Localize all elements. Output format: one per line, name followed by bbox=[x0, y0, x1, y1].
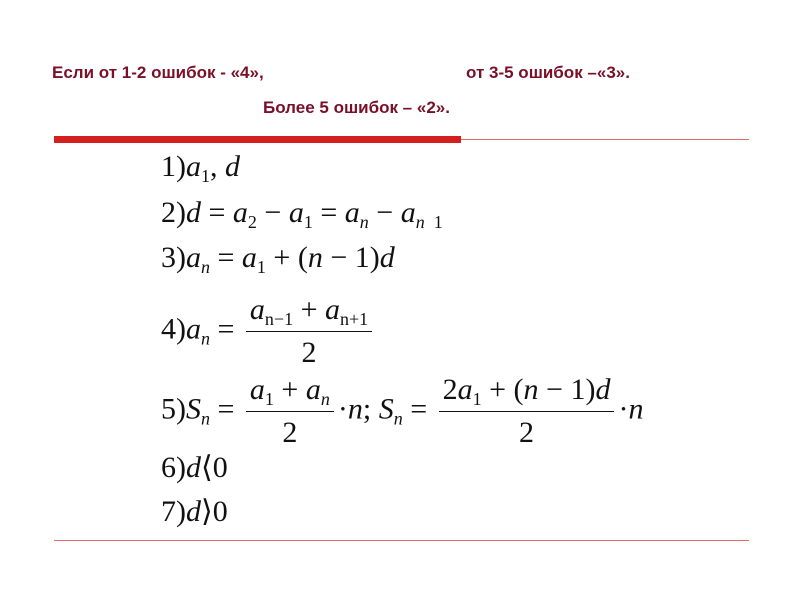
subscript: 1 bbox=[303, 212, 313, 232]
subscript: 1 bbox=[433, 212, 443, 232]
formula-4: $4)a_n$ = $\frac{a_{n-1} + a_{n+1}}{2}$ bbox=[161, 295, 376, 368]
grading-rule-3-5-errors: от 3-5 ошибок –«3». bbox=[466, 63, 630, 82]
formula-5-number: 5) bbox=[161, 392, 186, 426]
subscript: n−1 bbox=[264, 309, 294, 329]
less-than-sign: ⟨ bbox=[201, 451, 213, 484]
formula-3-number: 3) bbox=[161, 241, 186, 274]
formula-2: $2)d = a_2 - a_1 = a_n - a_{n 1}$ bbox=[161, 196, 443, 232]
subscript: 1 bbox=[264, 389, 274, 409]
formula-7-number: 7) bbox=[161, 495, 186, 528]
bottom-divider bbox=[54, 540, 749, 541]
formula-7: 7)d⟩0 bbox=[161, 495, 228, 528]
zero: 0 bbox=[212, 495, 228, 528]
denominator: 2 bbox=[301, 336, 317, 369]
fraction: $\frac{a_1 + a_n}{2}$ bbox=[246, 375, 334, 448]
subscript: 1 bbox=[201, 166, 210, 186]
formula-4-number: 4) bbox=[161, 312, 186, 346]
top-divider-thick bbox=[54, 136, 461, 143]
grading-rule-over-5-errors: Более 5 ошибок – «2». bbox=[263, 98, 450, 117]
formula-1-number: 1) bbox=[161, 150, 186, 183]
formula-6-number: 6) bbox=[161, 451, 186, 484]
subscript: 1 bbox=[256, 257, 266, 277]
formula-1: $1)a_1$, d bbox=[161, 150, 240, 186]
subscript: n+1 bbox=[340, 309, 369, 329]
zero: 0 bbox=[212, 451, 228, 484]
subscript: 2 bbox=[247, 212, 257, 232]
formula-5: $5)S_n$ = $\frac{a_1 + a_n}{2}$ ·n; $S_n$ = $\frac{2a_1 + (n - 1)d}{2}$ ·n bbox=[161, 373, 644, 449]
fraction: $\frac{2a_1 + (n - 1)d}{2}$ bbox=[439, 375, 615, 448]
greater-than-sign: ⟩ bbox=[201, 495, 213, 528]
grading-rule-1-2-errors: Если от 1-2 ошибок - «4», bbox=[52, 63, 264, 82]
subscript: 1 bbox=[472, 389, 482, 409]
formula-2-number: 2) bbox=[161, 196, 186, 229]
formula-3: $3)a_n = a_1 + (n - 1)d$ bbox=[161, 241, 395, 277]
denominator: 2 bbox=[282, 416, 298, 449]
fraction: $\frac{a_{n-1} + a_{n+1}}{2}$ bbox=[246, 295, 372, 368]
formula-6: 6)d⟨0 bbox=[161, 451, 228, 484]
denominator: 2 bbox=[519, 416, 535, 449]
